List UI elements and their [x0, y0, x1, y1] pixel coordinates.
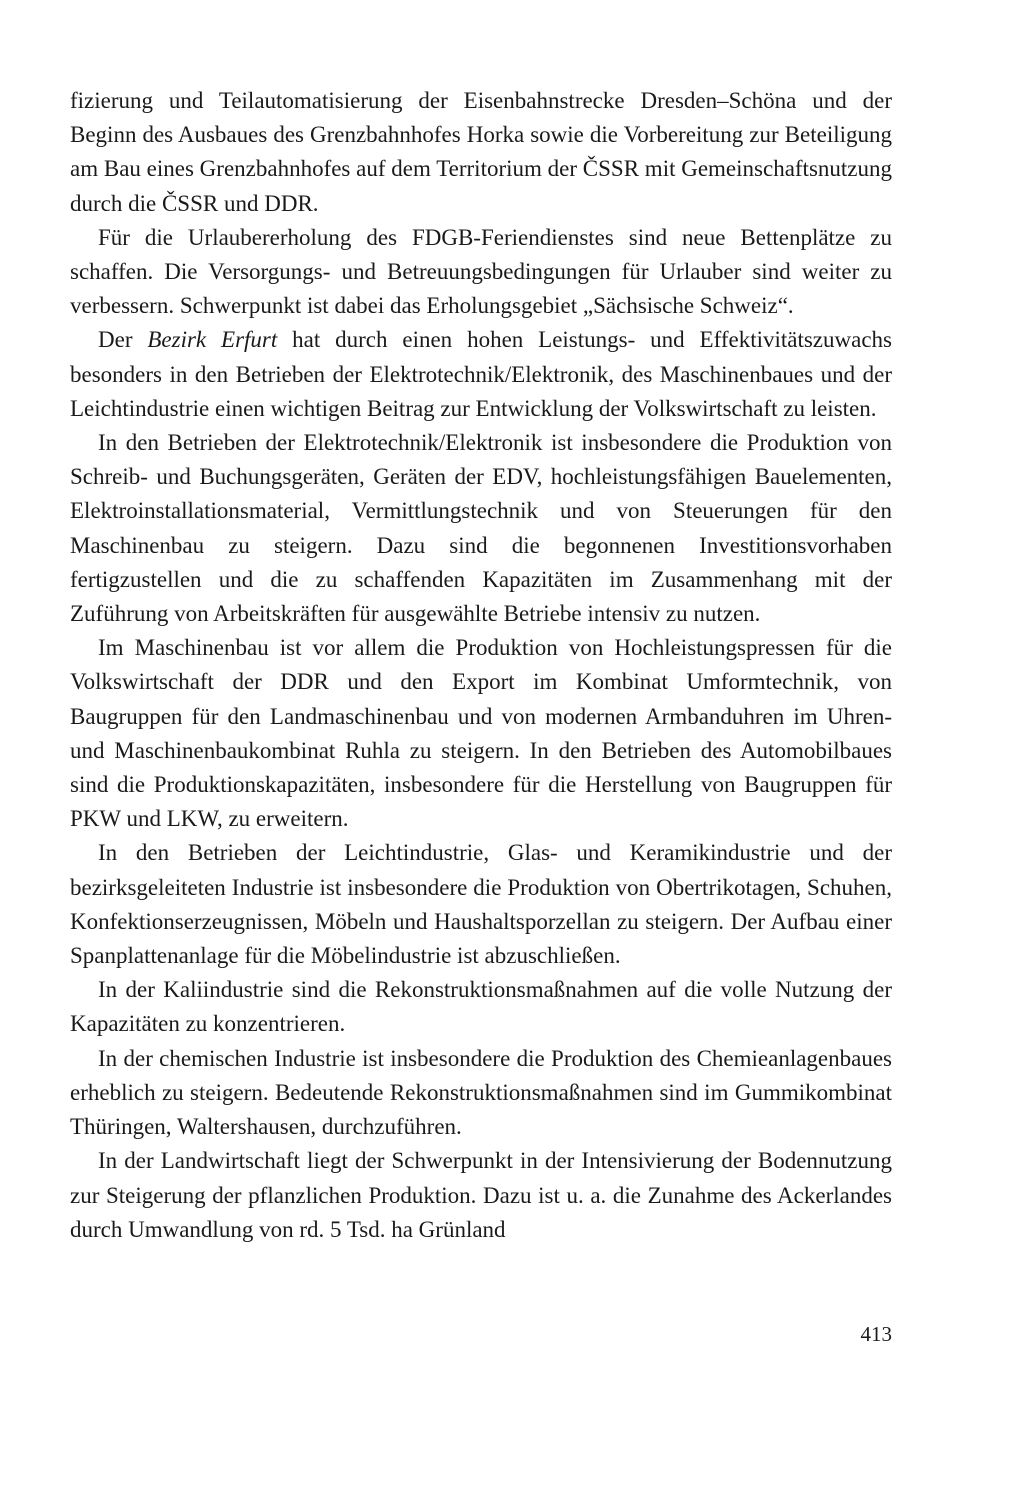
document-body — [70, 84, 892, 1247]
page-number: 413 — [860, 1322, 892, 1346]
paragraph-text: fizierung und Teilautomatisierung der Eisenbahnstrecke Dresden–Schöna und der Beginn des Ausbaues des Grenzbahnhofes Horka sowie die Vorbereitung zur Beteiligung am Bau eines Grenzbahnhofes auf dem Territorium der ČSSR mit Gemeinschaftsnutzung durch die ČSSR und DDR. — [70, 88, 892, 216]
paragraph-text: In der chemischen Industrie ist insbesondere die Produktion des Chemieanlagenbaues erheblich zu steigern. Bedeutende Rekonstruktionsmaßnahmen sind im Gummikombinat Thüringen, Waltershausen, durchzuführen. — [70, 1045, 892, 1140]
paragraph-text: In der Landwirtschaft liegt der Schwerpunkt in der Intensivierung der Bodennutzung zur Steigerung der pflanzlichen Produktion. Dazu ist u. a. die Zunahme des Ackerlandes durch Umwandlung von rd. 5 Tsd. ha Grünland — [70, 1148, 892, 1242]
paragraph-text: In der Kaliindustrie sind die Rekonstruktionsmaßnahmen auf die volle Nutzung der Kapazitäten zu konzentrieren. — [70, 977, 892, 1037]
paragraph-text: In den Betrieben der Leichtindustrie, Glas- und Keramikindustrie und der bezirksgeleiteten Industrie ist insbesondere die Produktion von Obertrikotagen, Schuhen, Konfektionserzeugnissen, Möbeln und Haushaltsporzellan zu steigern. Der Aufbau einer Spanplattenanlage für die Möbelindustrie ist abzuschließen. — [70, 840, 892, 969]
paragraph — [70, 1042, 892, 1145]
paragraph — [70, 323, 892, 426]
paragraph-text: Im Maschinenbau ist vor allem die Produktion von Hochleistungspressen für die Volkswirtschaft der DDR und den Export im Kombinat Umformtechnik, von Baugruppen für den Landmaschinenbau und von modernen Armbanduhren im Uhren- und Maschinenbaukombinat Ruhla zu steigern. In den Betrieben des Automobilbaues sind die Produktionskapazitäten, insbesondere für die Herstellung von Baugruppen für PKW und LKW, zu erweitern. — [70, 635, 892, 832]
paragraph — [70, 1144, 892, 1247]
paragraph — [70, 426, 892, 631]
paragraph-text: Der — [98, 327, 148, 353]
paragraph-text: hat durch einen hohen Leistungs- und Effektivitätszuwachs besonders in den Betrieben der Elektrotechnik/Elektronik, des Maschinenbaues und der Leichtindustrie einen wichtigen Beitrag zur Entwicklung der Volkswirtschaft zu leisten. — [70, 327, 892, 421]
paragraph — [70, 84, 892, 221]
paragraph — [70, 836, 892, 973]
district-name: Bezirk Erfurt — [147, 327, 278, 353]
paragraph-text: In den Betrieben der Elektrotechnik/Elektronik ist insbesondere die Produktion von Schreib- und Buchungsgeräten, Geräten der EDV, hochleistungsfähigen Bauelementen, Elektroinstallationsmaterial, Vermittlungstechnik und von Steuerungen für den Maschinenbau zu steigern. Dazu sind die begonnenen Investitionsvorhaben fertigzustellen und die zu schaffenden Kapazitäten im Zusammenhang mit der Zuführung von Arbeitskräften für ausgewählte Betriebe intensiv zu nutzen. — [70, 430, 892, 627]
paragraph — [70, 221, 892, 324]
paragraph-text: Für die Urlaubererholung des FDGB-Feriendienstes sind neue Bettenplätze zu schaffen. Die Versorgungs- und Betreuungsbedingungen für Urlauber sind weiter zu verbessern. Schwerpunkt ist dabei das Erholungsgebiet „Sächsische Schweiz“. — [70, 224, 892, 319]
paragraph — [70, 973, 892, 1041]
paragraph — [70, 631, 892, 836]
